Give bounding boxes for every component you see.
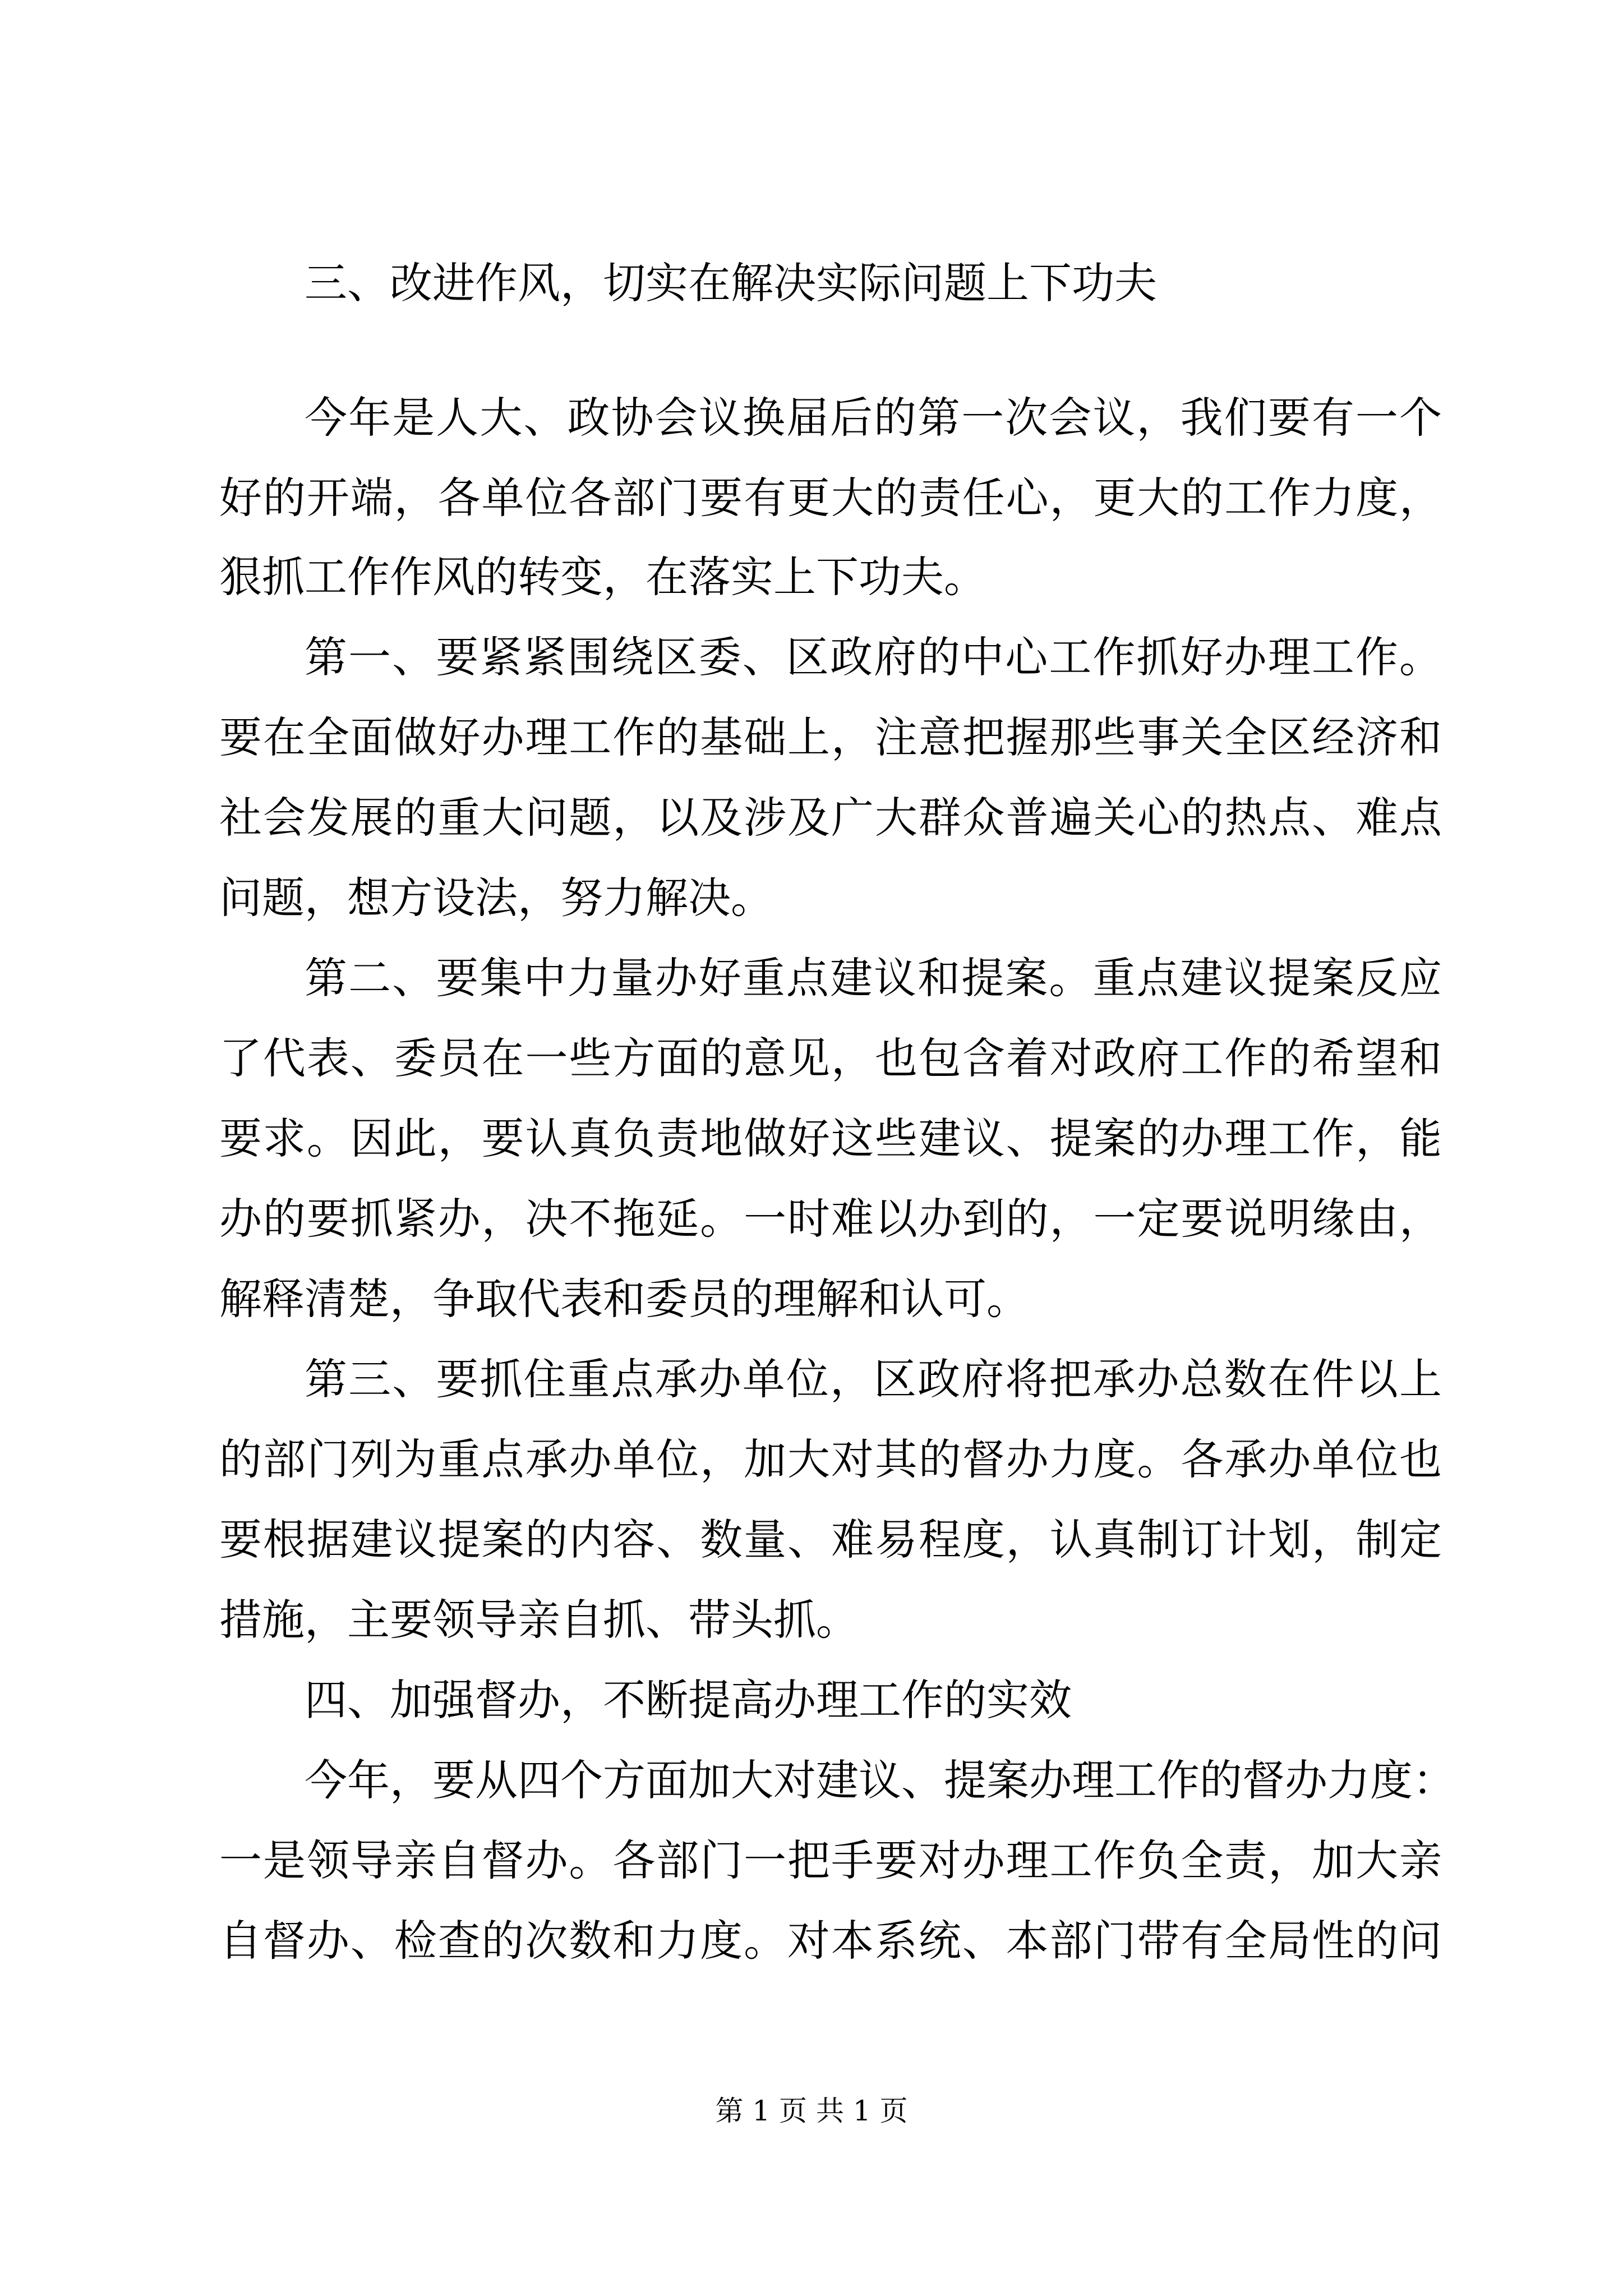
- paragraph-line: 第二、要集中力量办好重点建议和提案。重点建议提案反应: [305, 953, 1442, 1003]
- page-number-footer: 第 1 页 共 1 页: [715, 2095, 908, 2127]
- paragraph-line: 今年，要从四个方面加大对建议、提案办理工作的督办力度：: [305, 1755, 1455, 1805]
- paragraph-line: 问题，想方设法，努力解决。: [219, 873, 773, 923]
- paragraph-line: 措施，主要领导亲自抓、带头抓。: [219, 1595, 859, 1645]
- paragraph-line: 了代表、委员在一些方面的意见，也包含着对政府工作的希望和: [219, 1033, 1442, 1083]
- paragraph-line: 社会发展的重大问题，以及涉及广大群众普遍关心的热点、难点: [219, 793, 1442, 843]
- section-heading-4: 四、加强督办，不断提高办理工作的实效: [305, 1675, 1072, 1725]
- paragraph-line: 第一、要紧紧围绕区委、区政府的中心工作抓好办理工作。: [305, 632, 1442, 682]
- paragraph-line: 的部门列为重点承办单位，加大对其的督办力度。各承办单位也: [219, 1434, 1442, 1484]
- paragraph-line: 办的要抓紧办，决不拖延。一时难以办到的，一定要说明缘由，: [219, 1194, 1442, 1244]
- paragraph-line: 第三、要抓住重点承办单位，区政府将把承办总数在件以上: [305, 1354, 1442, 1404]
- paragraph-line: 解释清楚，争取代表和委员的理解和认可。: [219, 1274, 1029, 1324]
- paragraph-line: 要根据建议提案的内容、数量、难易程度，认真制订计划，制定: [219, 1515, 1442, 1565]
- paragraph-line: 今年是人大、政协会议换届后的第一次会议，我们要有一个: [305, 393, 1442, 443]
- paragraph-line: 狠抓工作作风的转变，在落实上下功夫。: [219, 552, 986, 602]
- paragraph-line: 好的开端，各单位各部门要有更大的责任心，更大的工作力度，: [219, 473, 1442, 523]
- paragraph-line: 要求。因此，要认真负责地做好这些建议、提案的办理工作，能: [219, 1114, 1442, 1163]
- section-heading-3: 三、改进作风，切实在解决实际问题上下功夫: [305, 258, 1157, 308]
- paragraph-line: 自督办、检查的次数和力度。对本系统、本部门带有全局性的问: [219, 1916, 1442, 1966]
- paragraph-line: 一是领导亲自督办。各部门一把手要对办理工作负全责，加大亲: [219, 1835, 1442, 1885]
- paragraph-line: 要在全面做好办理工作的基础上，注意把握那些事关全区经济和: [219, 712, 1442, 762]
